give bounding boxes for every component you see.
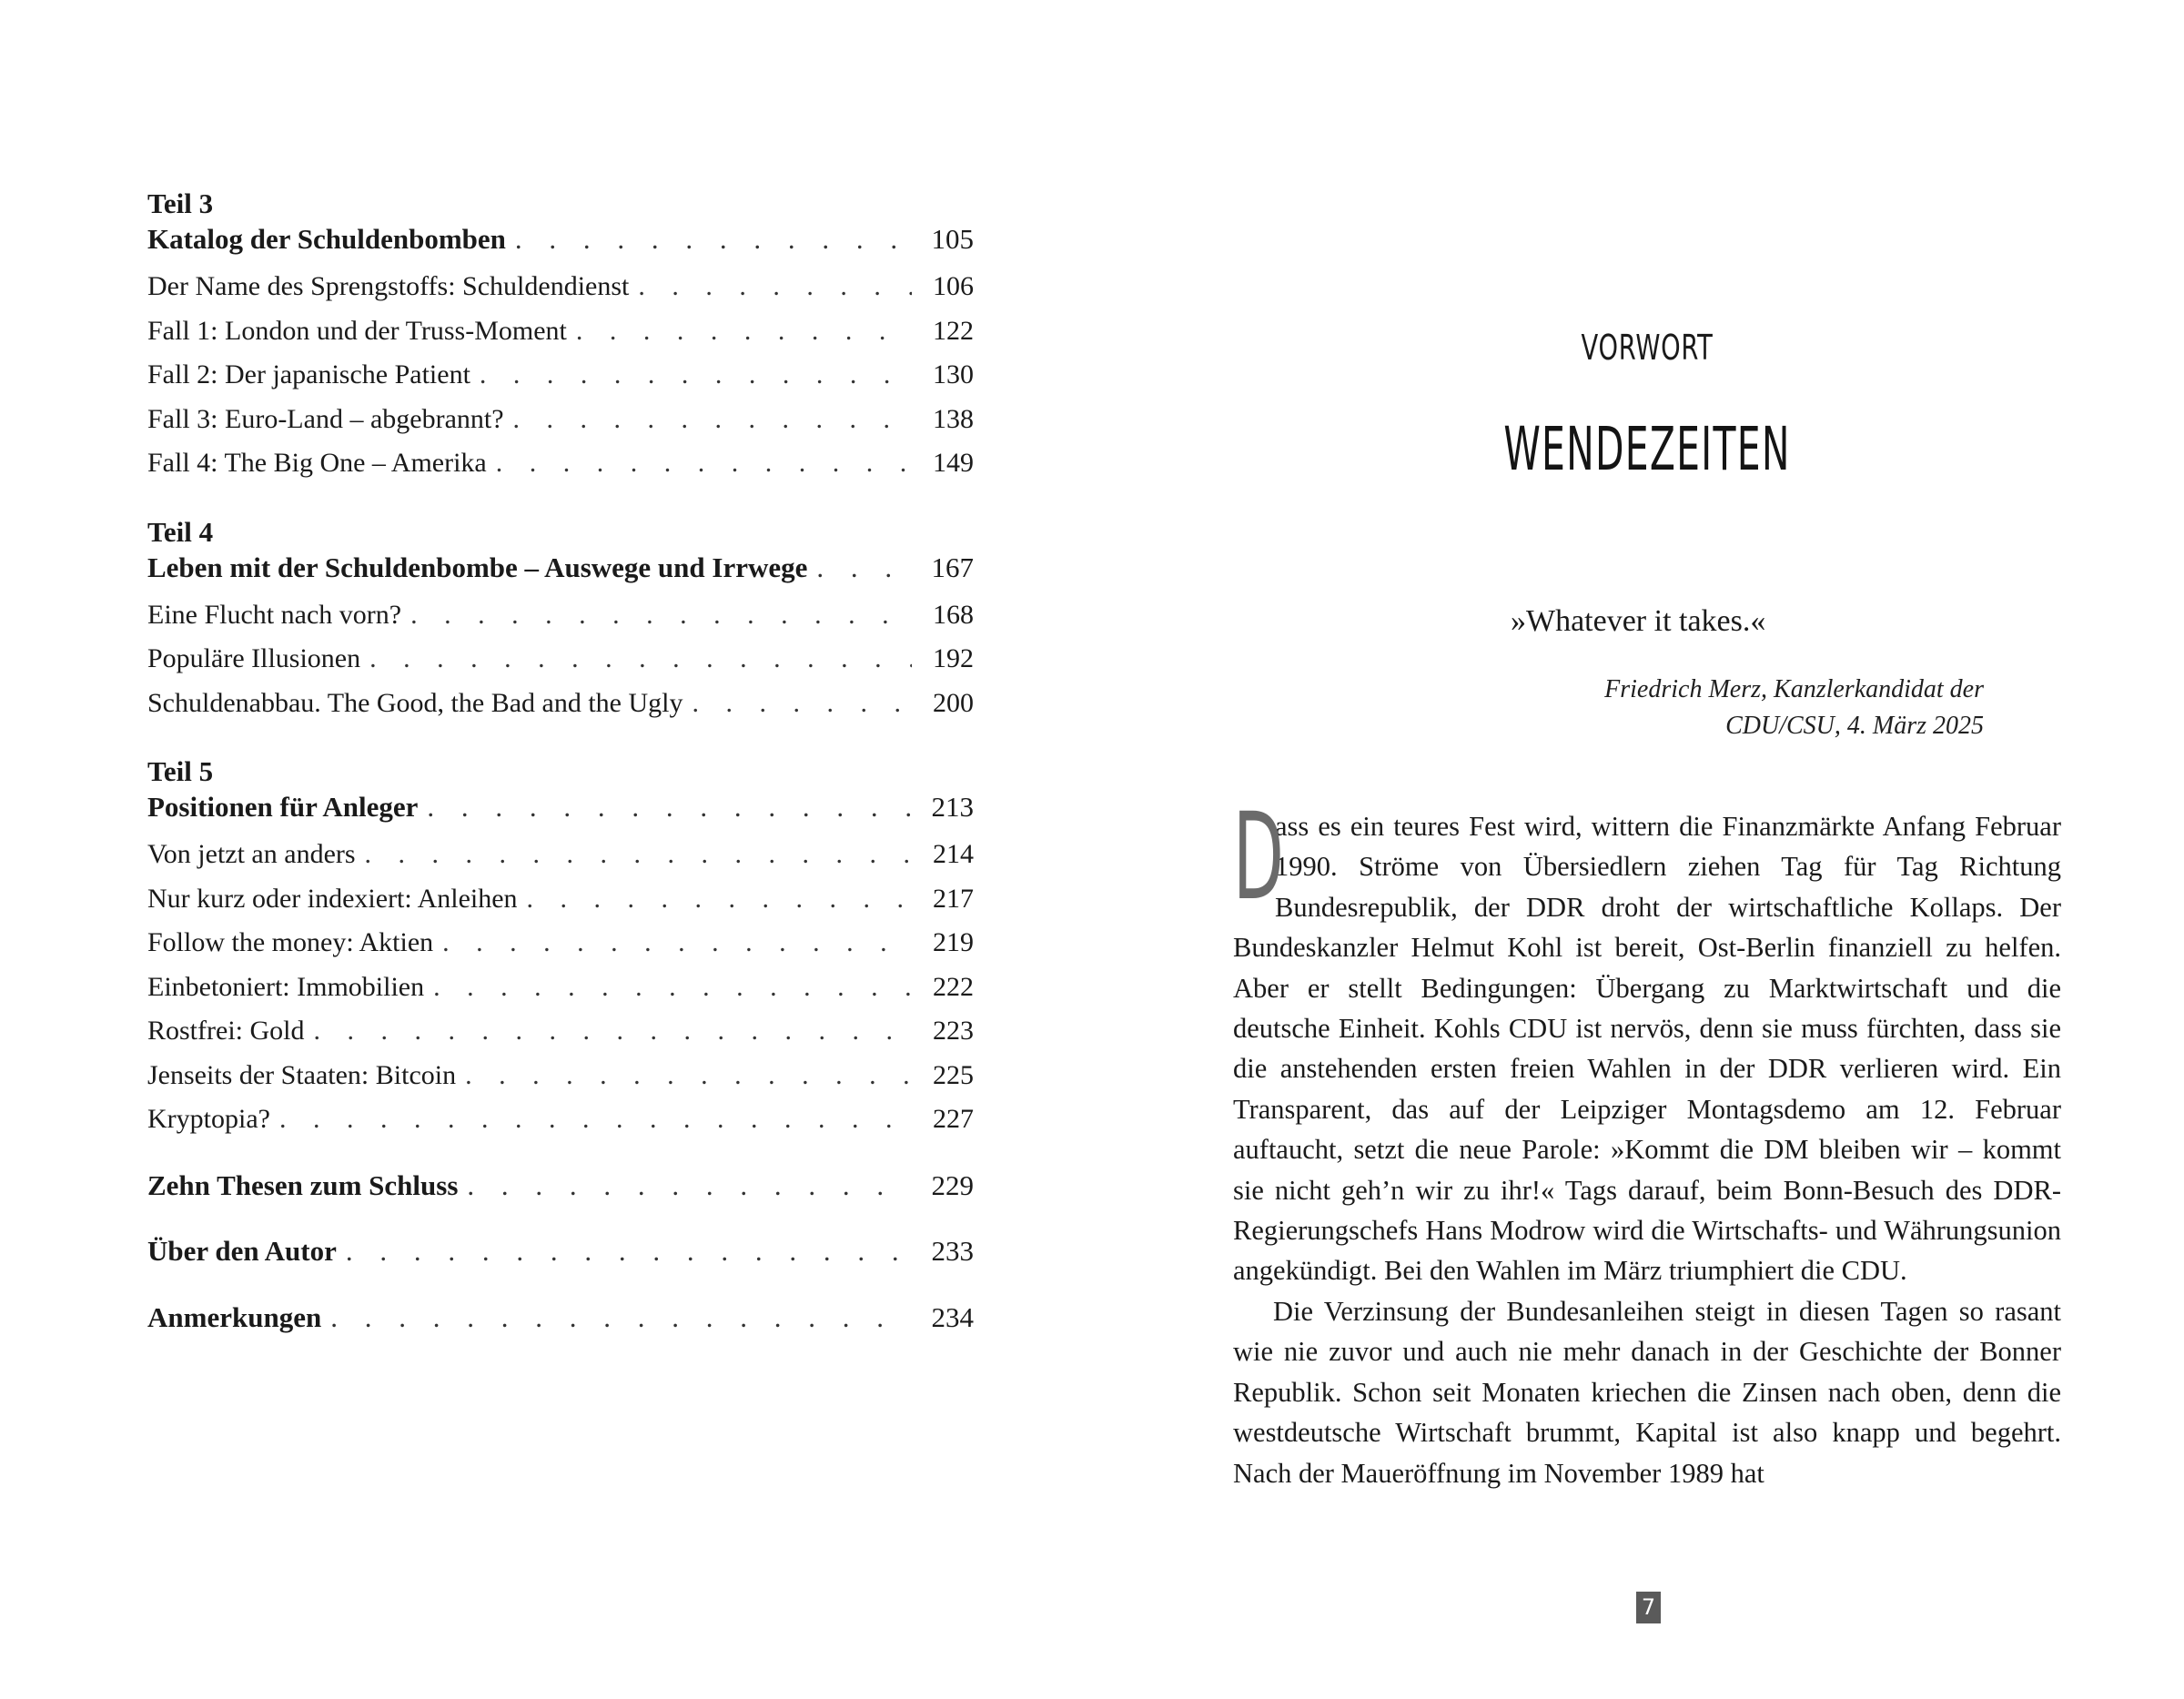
toc-entry-title: Anmerkungen [147,1300,322,1333]
toc-entry-title: Fall 3: Euro-Land – abgebrannt? [147,403,504,434]
toc-entry[interactable] [147,1101,974,1146]
toc-entry[interactable] [147,268,974,313]
toc-entry-title: Nur kurz oder indexiert: Anleihen [147,883,518,914]
toc-entry[interactable] [147,221,974,268]
attribution-line: Friedrich Merz, Kanzlerkandidat der [1604,675,1984,703]
toc-entry-page: 227 [933,1104,974,1134]
toc-entry-title: Leben mit der Schuldenbombe – Auswege und Irrwege [147,551,808,583]
leader-dots [465,1057,912,1094]
paragraph: Die Verzinsung der Bundesanleihen steigt in diesen Tagen so rasant wie nie zuvor und auch nie mehr danach in der Geschichte der Bonner Republik. Schon seit Monaten kriechen die Zinsen nach oben, denn die westdeutsche Wirtschaft brummt, Kapital ist also knapp und begehrt. Nach der Maueröffnung im November 1989 hat [1233,1295,2061,1489]
part-label: Teil 4 [147,515,214,548]
toc-closing-entry [147,1233,974,1278]
toc-part-4 [147,515,974,730]
toc-entry[interactable] [147,597,974,642]
toc-entry-title: Katalog der Schuldenbomben [147,223,506,255]
foreword-page [1233,0,2061,1699]
toc-entry-title: Rostfrei: Gold [147,1016,305,1046]
toc-entry-title: Kryptopia? [147,1104,270,1134]
chapter-title: WENDEZEITEN [1503,414,1791,484]
leader-dots [365,836,912,873]
leader-dots [816,550,912,586]
toc-closing-entry [147,1168,974,1212]
page-number: 7 [1636,1592,1661,1623]
toc-entry[interactable] [147,789,974,836]
toc-entry-page: 130 [933,359,974,389]
dropcap-letter: D [1233,787,1284,927]
toc-entry[interactable] [147,925,974,969]
toc-entry-page: 168 [933,599,974,630]
leader-dots [515,221,912,258]
paragraph-text: ass es ein teures Fest wird, wittern die Finanzmärkte Anfang Februar 1990. Ströme von Übersiedlern ziehen Tag für Tag Richtung Bundesrepublik, der DDR droht der wirtschaftliche Kollaps. Der Bundeskanzler Helmut Kohl ist bereit, Ost-Berlin finanziell zu helfen. Aber er stellt Bedingungen: Übergang zu Marktwirtschaft und die deutsche Einheit. Kohls CDU ist nervös, denn sie muss fürchten, dass sie die anstehenden ersten freien Wahlen in der DDR verlieren wird. Ein Transparent, das auf der Leipziger Montagsdemo am 12. Februar auftaucht, setzt die neue Parole: »Kommt die DM bleiben wir – kommt sie nicht geh’n wir zu ihr!« Tags darauf, beim Bonn-Besuch des DDR-Regierungschefs Hans Modrow wird die Wirtschafts- und Währungsunion angekündigt. Bei den Wahlen im März triumphiert die CDU. [1233,811,2061,1287]
toc-entry[interactable] [147,641,974,685]
toc-entry[interactable] [147,445,974,490]
toc-entry-page: 213 [931,791,974,823]
toc-entry-page: 106 [933,271,974,301]
toc-entry-page: 225 [933,1059,974,1090]
toc-entry[interactable] [147,313,974,358]
toc-entry[interactable] [147,1168,974,1212]
leader-dots [513,401,912,438]
toc-entry-page: 229 [931,1168,974,1201]
toc-entry-page: 105 [931,223,974,255]
leader-dots [314,1013,913,1049]
toc-entry-page: 214 [933,839,974,869]
toc-entry[interactable] [147,550,974,597]
leader-dots [693,685,913,722]
toc-entry-page: 217 [933,883,974,914]
toc-entry-page: 138 [933,403,974,434]
toc-part-3 [147,187,974,490]
leader-dots [496,445,912,481]
toc-entry[interactable] [147,1233,974,1278]
toc-entry-title: Der Name des Sprengstoffs: Schuldendienst [147,271,630,301]
toc-entry-page: 234 [931,1300,974,1333]
part-label: Teil 3 [147,187,214,219]
leader-dots [279,1101,912,1138]
toc-entry-page: 192 [933,643,974,673]
dropcap-box [1233,787,1284,927]
toc-entry[interactable] [147,401,974,446]
toc-part-5 [147,754,974,1146]
section-kicker: VORWORT [1581,328,1714,368]
toc-entry-title: Zehn Thesen zum Schluss [147,1168,459,1201]
toc-entry-title: Von jetzt an anders [147,839,356,869]
toc-entry-title: Einbetoniert: Immobilien [147,971,425,1002]
leader-dots [369,641,912,677]
toc-entry-title: Fall 1: London und der Truss-Moment [147,315,567,346]
paragraph [1233,787,2061,1291]
leader-dots [433,969,912,1006]
leader-dots [442,925,912,961]
leader-dots [346,1233,912,1269]
toc-entry-page: 223 [933,1016,974,1046]
leader-dots [427,789,912,825]
toc-entry[interactable] [147,685,974,730]
toc-entry[interactable] [147,1013,974,1057]
toc-entry-title: Populäre Illusionen [147,643,361,673]
toc-entry[interactable] [147,357,974,401]
toc-entry-title: Follow the money: Aktien [147,927,434,957]
epigraph-quote: »Whatever it takes.« [1511,604,1766,638]
toc-entry-page: 200 [933,687,974,718]
toc-entry-page: 222 [933,971,974,1002]
attribution-line: CDU/CSU, 4. März 2025 [1725,712,1984,740]
toc-entry[interactable] [147,1057,974,1102]
leader-dots [527,881,912,917]
body-text [1233,787,2061,1493]
toc-entry[interactable] [147,969,974,1014]
toc-entry-title: Über den Autor [147,1235,337,1267]
leader-dots [410,597,912,633]
toc-entry-title: Eine Flucht nach vorn? [147,599,402,630]
toc-entry-page: 233 [931,1235,974,1267]
toc-entry[interactable] [147,836,974,881]
toc-entry[interactable] [147,1300,974,1344]
toc-entry-page: 167 [931,551,974,583]
toc-entry-page: 122 [933,315,974,346]
leader-dots [638,268,912,305]
epigraph-attribution [1604,672,1984,744]
toc-closing-entry [147,1300,974,1344]
toc-entry-title: Schuldenabbau. The Good, the Bad and the Ugly [147,687,683,718]
toc-entry-title: Positionen für Anleger [147,791,419,823]
leader-dots [330,1300,912,1336]
toc-entry[interactable] [147,881,974,925]
table-of-contents [147,187,974,1343]
toc-entry-page: 149 [933,448,974,478]
leader-dots [480,357,912,393]
leader-dots [467,1168,912,1204]
toc-entry-title: Jenseits der Staaten: Bitcoin [147,1059,457,1090]
toc-entry-title: Fall 4: The Big One – Amerika [147,448,487,478]
toc-entry-page: 219 [933,927,974,957]
leader-dots [576,313,912,349]
part-label: Teil 5 [147,755,214,787]
toc-entry-title: Fall 2: Der japanische Patient [147,359,470,389]
